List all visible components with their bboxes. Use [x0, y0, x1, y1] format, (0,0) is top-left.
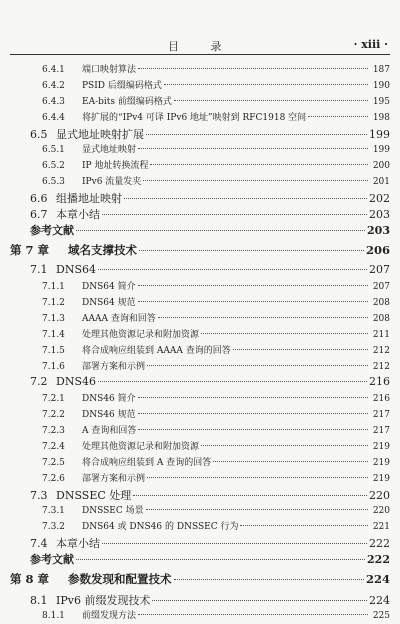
toc-entry-page: 217: [372, 426, 390, 436]
dot-leader: [98, 269, 367, 270]
toc-entry-page: 190: [372, 81, 390, 91]
dot-leader: [164, 84, 368, 85]
toc-entry-title: IP 地址转换流程: [82, 161, 149, 171]
toc-entry-page: 225: [372, 611, 390, 621]
dot-leader: [233, 349, 368, 350]
toc-entry-number: 7.3.2: [42, 522, 65, 532]
toc-entry: [0, 439, 390, 455]
toc-entry-page: 206: [365, 243, 390, 257]
toc-chapter-entry: [0, 571, 390, 592]
header-title: 目 录: [168, 40, 236, 53]
toc-entry-page: 201: [372, 177, 390, 187]
toc-entry-page: 219: [372, 458, 390, 468]
dot-leader: [98, 381, 367, 382]
toc-entry-number: 7.2.6: [42, 474, 65, 484]
dot-leader: [102, 543, 367, 544]
toc-entry-number: 7.2: [30, 375, 48, 388]
toc-entry-page: 220: [372, 506, 390, 516]
toc-entry-title: 端口映射算法: [82, 65, 137, 75]
toc-entry: [0, 535, 390, 551]
toc-entry-number: 6.5: [30, 128, 48, 141]
dot-leader: [158, 317, 368, 318]
toc-entry-number: 7.1.6: [42, 362, 65, 372]
toc-entry-page: 195: [372, 97, 390, 107]
dot-leader: [138, 68, 368, 69]
toc-entry-title: A 查询和回答: [82, 426, 137, 436]
dot-leader: [138, 301, 368, 302]
toc-entry: [0, 94, 390, 110]
toc-entry-title: 将合成响应组装到 A 查询的回答: [82, 458, 212, 468]
dot-leader: [139, 250, 364, 251]
toc-entry-title: IPv6 前缀发现技术: [56, 594, 151, 607]
dot-leader: [308, 116, 368, 117]
dot-leader: [240, 525, 368, 526]
dot-leader: [146, 134, 367, 135]
toc-entry: [0, 78, 390, 94]
toc-entry-page: 216: [372, 394, 390, 404]
toc-entry-page: 212: [372, 362, 390, 372]
toc-entry-page: 200: [372, 161, 390, 171]
toc-entry: [0, 391, 390, 407]
toc-entry-page: 208: [372, 314, 390, 324]
toc-entry-number: 6.4.4: [42, 113, 65, 123]
toc-entry-page: 221: [372, 522, 390, 532]
toc-entry: [0, 311, 390, 327]
toc-references-entry: [0, 222, 390, 240]
toc-entry-page: 212: [372, 346, 390, 356]
toc-entry-number: 第 7 章: [10, 243, 50, 257]
toc-entry-page: 208: [372, 298, 390, 308]
toc-entry-page: 199: [372, 145, 390, 155]
dot-leader: [147, 477, 368, 478]
dot-leader: [138, 397, 368, 398]
toc-entry-title: 组播地址映射: [56, 192, 122, 205]
toc-entry-title: 部署方案和示例: [82, 362, 146, 372]
toc-entry-title: IPv6 流量发夹: [82, 177, 142, 187]
dot-leader: [213, 461, 368, 462]
toc-entry-page: 207: [369, 263, 390, 276]
dot-leader: [201, 333, 368, 334]
toc-entry-number: 7.1.1: [42, 282, 65, 292]
toc-entry-title: DNSSEC 场景: [82, 506, 144, 516]
toc-entry-number: 7.1.3: [42, 314, 65, 324]
toc-entry-number: 6.7: [30, 208, 48, 221]
toc-entry-number: 6.4.1: [42, 65, 65, 75]
toc-entry: [0, 126, 390, 142]
toc-entry-page: 203: [367, 224, 390, 237]
toc-entry: [0, 519, 390, 535]
toc-entry-title: DNS64 或 DNS46 的 DNSSEC 行为: [82, 522, 239, 532]
toc-entry-title: 本章小结: [56, 208, 100, 221]
toc-entry: [0, 455, 390, 471]
toc-entry: [0, 407, 390, 423]
toc-entry-number: 6.4.3: [42, 97, 65, 107]
toc-entry-number: 8.1: [30, 594, 48, 607]
toc-entry-number: 8.1.1: [42, 611, 65, 621]
toc-entry: [0, 343, 390, 359]
dot-leader: [138, 413, 368, 414]
toc-entry-title: PSID 后缀编码格式: [82, 81, 162, 91]
toc-entry-number: 7.2.5: [42, 458, 65, 468]
toc-entry-page: 216: [369, 375, 390, 388]
dot-leader: [138, 614, 368, 615]
toc-entry-title: 域名支撑技术: [68, 243, 137, 257]
toc-entry-title: EA-bits 前缀编码格式: [82, 97, 172, 107]
toc-entry-number: 6.5.3: [42, 177, 65, 187]
toc-entry-page: 222: [367, 553, 390, 566]
header-page-number: · xiii ·: [353, 38, 388, 51]
toc-entry-page: 187: [372, 65, 390, 75]
toc-entry: [0, 158, 390, 174]
toc-entry-number: 7.2.4: [42, 442, 65, 452]
toc-entry: [0, 592, 390, 608]
toc-entry: [0, 487, 390, 503]
dot-leader: [124, 198, 367, 199]
toc-entry-title: DNS46 简介: [82, 394, 136, 404]
toc-entry-title: 参考文献: [30, 224, 74, 237]
toc-entry-title: 将扩展的“IPv4 可译 IPv6 地址”映射到 RFC1918 空间: [82, 113, 307, 123]
toc-entry-page: 199: [369, 128, 390, 141]
toc-entry: [0, 62, 390, 78]
toc-entry: [0, 110, 390, 126]
toc-entry-title: 将合成响应组装到 AAAA 查询的回答: [82, 346, 231, 356]
toc-entry-number: 7.2.3: [42, 426, 65, 436]
toc-entry-page: 198: [372, 113, 390, 123]
toc-entry: [0, 263, 390, 279]
toc-entry-number: 6.5.1: [42, 145, 65, 155]
dot-leader: [143, 180, 368, 181]
toc-entry: [0, 608, 390, 624]
toc-entry: [0, 295, 390, 311]
dot-leader: [174, 100, 368, 101]
toc-entry-page: 217: [372, 410, 390, 420]
toc-entry-page: 224: [365, 572, 390, 586]
toc-entry-title: 本章小结: [56, 537, 100, 550]
toc-entry-number: 6.5.2: [42, 161, 65, 171]
toc-entry-title: 参考文献: [30, 553, 74, 566]
dot-leader: [174, 579, 364, 580]
toc-entry-number: 6.6: [30, 192, 48, 205]
toc-entry: [0, 359, 390, 375]
toc-entry-number: 7.1.5: [42, 346, 65, 356]
toc-entry-number: 7.1.2: [42, 298, 65, 308]
toc-entry-page: 219: [372, 442, 390, 452]
dot-leader: [76, 559, 365, 560]
dot-leader: [147, 365, 368, 366]
dot-leader: [133, 495, 367, 496]
toc-entry-title: 参数发现和配置技术: [68, 572, 172, 586]
toc-entry: [0, 279, 390, 295]
dot-leader: [102, 214, 367, 215]
toc-entry-number: 7.2.1: [42, 394, 65, 404]
toc-entry-page: 222: [369, 537, 390, 550]
header-rule: [10, 54, 390, 55]
toc-entry-title: 前缀发现方法: [82, 611, 137, 621]
dot-leader: [138, 429, 368, 430]
toc-entry-title: 部署方案和示例: [82, 474, 146, 484]
toc-entry: [0, 174, 390, 190]
toc-entry: [0, 375, 390, 391]
dot-leader: [201, 445, 368, 446]
toc-entry-number: 7.3.1: [42, 506, 65, 516]
toc-entry-title: 显式地址映射扩展: [56, 128, 144, 141]
toc-entry-page: 207: [372, 282, 390, 292]
toc-entry-number: 6.4.2: [42, 81, 65, 91]
toc-entry-title: DNS64: [56, 263, 96, 276]
toc-entry: [0, 327, 390, 343]
toc-entry: [0, 471, 390, 487]
toc-entry-page: 203: [369, 208, 390, 221]
dot-leader: [138, 148, 368, 149]
toc-entry-number: 7.1: [30, 263, 48, 276]
toc-entry-page: 220: [369, 489, 390, 502]
toc-entry-number: 第 8 章: [10, 572, 50, 586]
table-of-contents: [0, 62, 400, 624]
dot-leader: [150, 164, 368, 165]
toc-references-entry: [0, 551, 390, 569]
toc-entry-title: AAAA 查询和回答: [82, 314, 156, 324]
toc-entry-title: 处理其他资源记录和附加资源: [82, 442, 200, 452]
dot-leader: [138, 285, 368, 286]
toc-entry-title: 显式地址映射: [82, 145, 137, 155]
toc-entry-title: DNSSEC 处理: [56, 489, 132, 502]
toc-entry-number: 7.3: [30, 489, 48, 502]
toc-entry-title: 处理其他资源记录和附加资源: [82, 330, 200, 340]
toc-entry: [0, 190, 390, 206]
toc-entry-page: 202: [369, 192, 390, 205]
toc-entry: [0, 206, 390, 222]
toc-entry: [0, 503, 390, 519]
toc-entry-number: 7.2.2: [42, 410, 65, 420]
toc-entry-title: DNS46: [56, 375, 96, 388]
toc-entry-number: 7.1.4: [42, 330, 65, 340]
toc-entry-title: DNS64 规范: [82, 298, 136, 308]
page-header: [0, 0, 400, 56]
dot-leader: [146, 509, 368, 510]
dot-leader: [152, 600, 367, 601]
toc-entry: [0, 423, 390, 439]
dot-leader: [76, 230, 365, 231]
toc-entry-title: DNS64 简介: [82, 282, 136, 292]
toc-entry: [0, 142, 390, 158]
toc-entry-page: 224: [369, 594, 390, 607]
toc-entry-number: 7.4: [30, 537, 48, 550]
toc-entry-page: 211: [372, 330, 390, 340]
toc-chapter-entry: [0, 242, 390, 263]
toc-entry-title: DNS46 规范: [82, 410, 136, 420]
toc-entry-page: 219: [372, 474, 390, 484]
